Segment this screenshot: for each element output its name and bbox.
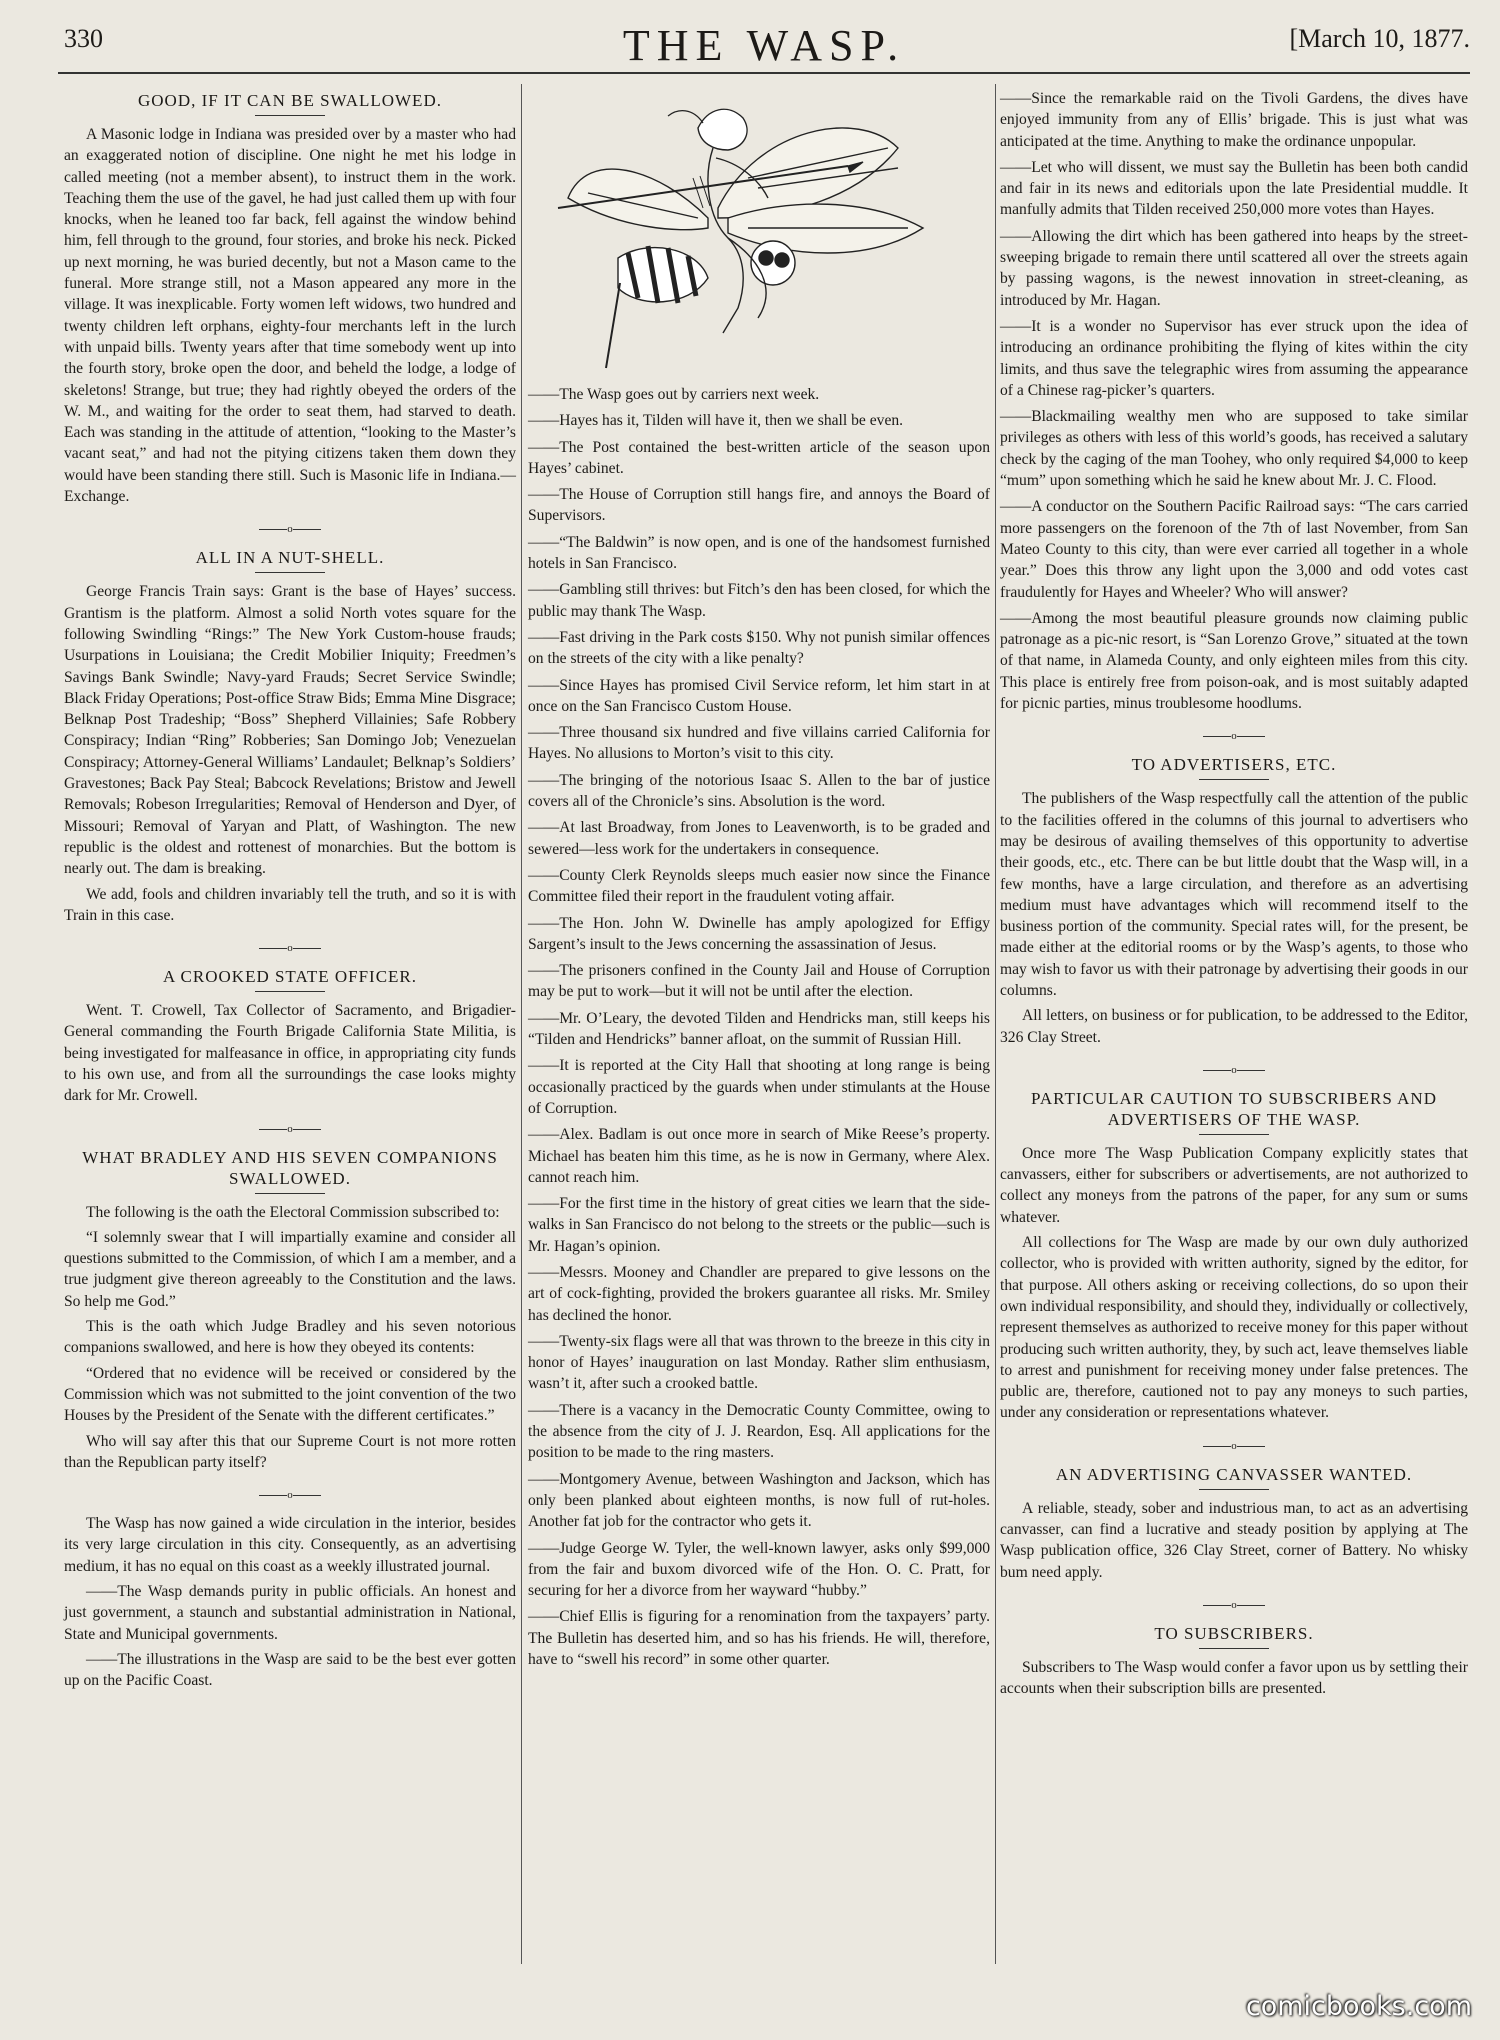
news-item: ——Mr. O’Leary, the devoted Tilden and Hendricks man, still keeps his “Tilden and Hendricks” banner afloat, on the summit of Russian Hill. — [528, 1009, 990, 1049]
news-item: ——Chief Ellis is figuring for a renomination from the taxpayers’ party. The Bulletin has deserted him, and so has his friends. He will, therefore, have to “swell his record” in some other quarter. — [528, 1608, 990, 1669]
section-ornament: o — [1000, 1064, 1468, 1076]
column-rule-1 — [521, 84, 522, 1964]
section-ornament: o — [1000, 1599, 1468, 1611]
article-heading-bradley: WHAT BRADLEY AND HIS SEVEN COMPANIONS SWALLOWED. — [82, 1147, 498, 1188]
section-ornament: o — [64, 523, 516, 535]
heading-rule — [1199, 1648, 1269, 1649]
article-body-train: George Francis Train says: Grant is the base of Hayes’ success. Grantism is the platform. Almost a solid North votes square for the following Swindling “Rings:” The New York Custom-house frauds; Usurpations in Louisiana; the Credit Mobilier Iniquity; Freedmen’s Savings Bank Swindle; Navy-yard Frauds; Secret Service Swindle; Black Friday Operations; Post-office Straw Bids; Emma Mine Disgrace; Belknap Post Tradeship; “Boss” Shepherd Villainies; Safe Robbery Conspiracy; Indian “Ring” Robberies; San Domingo Job; Venezuelan Conspiracy; Attorney-General Williams’ Landaulet; Belknap’s Soldiers’ Gravestones; Back Pay Steal; Babcock Revelations; Bristow and Jewell Removals; Robeson Irregularities; Removal of Henderson and Dyer, of Missouri; Removal of Yaryan and Platt, of Washington. The new republic is the oldest and rottenest of monarchies. But the bottom is nearly out. The dam is breaking. — [64, 583, 516, 878]
section-ornament: o — [1000, 730, 1468, 742]
news-item: ——Alex. Badlam is out once more in search of Mike Reese’s property. Michael has beaten him this time, as he is now in Germany, where Alex. cannot reach him. — [528, 1126, 990, 1186]
section-ornament: o — [64, 1123, 516, 1135]
column-2 — [528, 88, 990, 1675]
heading-canvasser-wanted: AN ADVERTISING CANVASSER WANTED. — [1055, 1464, 1413, 1484]
news-item: ——Since Hayes has promised Civil Service reform, let him start in at once on the San Francisco Custom House. — [528, 676, 990, 715]
column-3 — [1000, 88, 1468, 1704]
article-body-oath-intro: The following is the oath the Electoral Commission subscribed to: — [86, 1203, 500, 1221]
section-ornament: o — [64, 942, 516, 954]
caution-body-1: Once more The Wasp Publication Company explicitly states that canvassers, either for subscribers or advertisements, are not authorized to collect any moneys from the patrons of the paper, for any sum or sums whatever. — [1000, 1144, 1468, 1226]
news-item: ——Hayes has it, Tilden will have it, then we shall be even. — [528, 412, 904, 430]
masthead — [58, 20, 1470, 70]
heading-rule — [1199, 1489, 1269, 1490]
heading-rule — [255, 572, 325, 573]
news-item: ——It is a wonder no Supervisor has ever struck upon the idea of introducing an ordinance prohibiting the flying of kites within the city limits, and thus save the telegraphic wires from assuming the appearance of a Chinese rag-picker’s quarters. — [1000, 317, 1468, 399]
news-item: ——There is a vacancy in the Democratic County Committee, owing to the absence from the city of J. J. Reardon, Esq. All applications for the position to be made to the ring masters. — [528, 1401, 990, 1462]
advertisers-address: All letters, on business or for publication, to be addressed to the Editor, 326 Clay Street. — [1000, 1007, 1468, 1046]
news-item: ——It is reported at the City Hall that shooting at long range is being occasionally practiced by the guards when under stimulants at the House of Corruption. — [528, 1057, 990, 1117]
heading-rule — [255, 991, 325, 992]
news-item: ——For the first time in the history of great cities we learn that the side-walks in San Francisco do not belong to the streets or the public—such is Mr. Hagan’s opinion. — [528, 1195, 990, 1255]
article-heading-nutshell: ALL IN A NUT-SHELL. — [195, 548, 385, 568]
news-item: ——Montgomery Avenue, between Washington and Jackson, which has only been planked about eighteen months, is now full of rut-holes. Another fat job for the contractor who gets it. — [528, 1470, 990, 1531]
page-number: 330 — [64, 24, 103, 53]
news-item: ——The prisoners confined in the County Jail and House of Corruption may be put to work—but it will not be until after the election. — [528, 962, 990, 1001]
news-item: ——“The Baldwin” is now open, and is one of the handsomest furnished hotels in San Francisco. — [528, 533, 990, 573]
notice-circulation: The Wasp has now gained a wide circulation in the interior, besides its very large circulation in this city. Consequently, as an advertising medium, it has no equal on this coast as a weekly illustrated journal. — [64, 1515, 516, 1575]
canvasser-body: A reliable, steady, sober and industrious man, to act as an advertising canvasser, can find a lucrative and steady position by applying at The Wasp publication office, 326 Clay Street, corner of Battery. No whisky bum need apply. — [1000, 1499, 1468, 1581]
heading-to-advertisers: TO ADVERTISERS, ETC. — [1131, 755, 1337, 775]
article-body-crowell: Went. T. Crowell, Tax Collector of Sacramento, and Brigadier-General commanding the Fourth Brigade California State Militia, is being investigated for malfeasance in office, in appropriating city funds to his own use, and from all the surroundings the case looks mighty dark for Mr. Crowell. — [64, 1002, 516, 1105]
caution-body-2: All collections for The Wasp are made by our own duly authorized collector, who is provided with written authority, signed by the editor, for that purpose. All others asking or receiving collections, do so upon their own individual responsibility, and should they, individually or collectively, represent themselves as authorized to receive money for this paper without producing such written authority, they, by such act, leave themselves liable to arrest and punishment for receiving money under false pretences. The public are, therefore, cautioned not to pay any moneys to such parties, under any consideration or representations whatever. — [1000, 1234, 1468, 1422]
news-item: ——Three thousand six hundred and five villains carried California for Hayes. No allusions to Morton’s visit to this city. — [528, 724, 990, 763]
news-item: ——Messrs. Mooney and Chandler are prepared to give lessons on the art of cock-fighting, provided the brokers guarantee all risks. Mr. Smiley has declined the honor. — [528, 1263, 990, 1324]
publication-title: THE WASP. — [622, 21, 906, 70]
article-heading-swallowed: GOOD, IF IT CAN BE SWALLOWED. — [138, 91, 442, 110]
news-item: ——Among the most beautiful pleasure grounds now claiming public patronage as a pic-nic resort, is “San Lorenzo Grove,” situated at the town of that name, in Alameda County, and only eighteen miles from this city. This place is entirely free from poison-oak, and is most suitably adapted for picnic parties, minus troublesome hoodlums. — [1000, 609, 1468, 713]
site-watermark: comicbooks.com — [1245, 1991, 1472, 2022]
article-body-train-note: We add, fools and children invariably tell the truth, and so it is with Train in this case. — [64, 885, 516, 924]
article-body-supreme-court: Who will say after this that our Supreme Court is not more rotten than the Republican party itself? — [64, 1432, 516, 1471]
news-item: ——County Clerk Reynolds sleeps much easier now since the Finance Committee filed their report in the fraudulent voting affair. — [528, 866, 990, 906]
news-item: ——The House of Corruption still hangs fire, and annoys the Board of Supervisors. — [528, 486, 990, 525]
article-body-order-quote: “Ordered that no evidence will be received or considered by the Commission which was not submitted to the joint convention of the two Houses by the President of the Senate with the different certificates.” — [64, 1364, 516, 1425]
news-item: ——The Wasp goes out by carriers next week. — [528, 386, 820, 403]
column-1 — [64, 88, 516, 1696]
heading-particular-caution: PARTICULAR CAUTION TO SUBSCRIBERS AND ADVERTISERS OF THE WASP. — [1031, 1088, 1437, 1129]
news-item: ——Twenty-six flags were all that was thrown to the breeze in this city in honor of Hayes’ inauguration on last Monday. Rather slim enthusiasm, wasn’t it, after such a crooked battle. — [528, 1332, 990, 1393]
wasp-rider-illustration — [528, 88, 990, 378]
news-item: ——The Post contained the best-written article of the season upon Hayes’ cabinet. — [528, 438, 990, 477]
subscribers-body: Subscribers to The Wasp would confer a favor upon us by settling their accounts when their subscription bills are presented. — [1000, 1658, 1468, 1698]
news-items-column-2 — [528, 384, 990, 1670]
news-item: ——Blackmailing wealthy men who are supposed to take similar privileges as others with less of this world’s goods, has received a salutary check by the caging of the man Toohey, who only required $4,000 to keep “mum” upon something which he said he knew about Mr. J. C. Flood. — [1000, 408, 1468, 490]
heading-rule — [1199, 1134, 1269, 1135]
news-item: ——Let who will dissent, we must say the Bulletin has been both candid and fair in its news and editorials upon the late Presidential muddle. It manfully admits that Tilden received 250,000 more votes than Hayes. — [1000, 158, 1468, 219]
heading-rule — [1199, 779, 1269, 780]
news-items-column-3 — [1000, 88, 1468, 714]
article-body-oath-quote: “I solemnly swear that I will impartially examine and consider all questions submitted to the Commission, of which I am a member, and a true judgment give thereon agreeably to the Constitution and the laws. So help me God.” — [64, 1228, 516, 1310]
news-item: ——Allowing the dirt which has been gathered into heaps by the street-sweeping brigade to remain there until scattered all over the streets again by passing wagons, is the newest innovation in street-cleaning, as introduced by Mr. Hagan. — [1000, 227, 1468, 309]
masthead-rule — [58, 72, 1470, 74]
news-item: ——Since the remarkable raid on the Tivoli Gardens, the dives have enjoyed immunity from any of Ellis’ brigade. This is just what was anticipated at the time. Anything to make the ordinance unpopular. — [1000, 90, 1468, 150]
news-item: ——Judge George W. Tyler, the well-known lawyer, asks only $99,000 from the fair and buxom divorced wife of the Hon. O. C. Pratt, for securing for her a divorce from her wayward “hubby.” — [528, 1539, 990, 1600]
news-item: ——The Hon. John W. Dwinelle has amply apologized for Effigy Sargent’s insult to the Jews concerning the assassination of Jesus. — [528, 914, 990, 953]
article-body-masonic: A Masonic lodge in Indiana was presided over by a master who had an exaggerated notion of discipline. One night he met his lodge in called meeting (not a member absent), to instruct them in the work. Teaching them the use of the gavel, he had just called them up with four knocks, when he leaned too far back, fell against the window behind him, fell through to the ground, four stories, and broke his neck. Picked up next morning, he was buried decently, but not a Mason came to the funeral. More strange still, not a Mason appeared any more in the village. It was inexplicable. Forty women left widows, two hundred and twenty children left orphans, eighty-four merchants left in the lurch with unpaid bills. Twenty years after that time somebody went up into the fourth story, broke open the door, and beheld the lodge, a lodge of skeletons! Strange, but true; they had rightly obeyed the orders of the W. M., and waiting for the order to seat them, had starved to death. Each was standing in the attitude of attention, “looking to the Master’s vacant seat,” and had not the pitying citizens taken them down they would have been standing there still. Such is Masonic life in Indiana.—Exchange. — [64, 126, 516, 506]
heading-rule — [255, 1193, 325, 1194]
article-heading-crooked-officer: A CROOKED STATE OFFICER. — [162, 967, 418, 987]
section-ornament: o — [1000, 1440, 1468, 1452]
advertisers-body: The publishers of the Wasp respectfully call the attention of the public to the facilities offered in the columns of this journal to advertisers who may be desirous of availing themselves of this opportunity to advertise their goods, etc., etc. There can be but little doubt that the Wasp will, in a few months, have a large circulation, and therefore as an advertising medium must have advantages which will recommend itself to the business portion of the community. Special rates will, for the present, be made either at the editorial rooms or by the Wasp’s agents, to those who may wish to favor us with their patronage by advertising their goods in our columns. — [1000, 790, 1468, 999]
news-item: ——At last Broadway, from Jones to Leavenworth, is to be graded and sewered—less work for the undertakers in consequence. — [528, 819, 990, 858]
news-item: ——The bringing of the notorious Isaac S. Allen to the bar of justice covers all of the Chronicle’s sins. Absolution is the word. — [528, 771, 990, 811]
notice-illustrations: ——The illustrations in the Wasp are said to be the best ever gotten up on the Pacific Coast. — [64, 1650, 516, 1690]
heading-rule — [255, 115, 325, 116]
heading-to-subscribers: TO SUBSCRIBERS. — [1154, 1623, 1314, 1643]
news-item: ——Gambling still thrives: but Fitch’s den has been closed, for which the public may thank The Wasp. — [528, 581, 990, 620]
news-item: ——Fast driving in the Park costs $150. Why not punish similar offences on the streets of the city with a like penalty? — [528, 628, 990, 668]
news-item: ——A conductor on the Southern Pacific Railroad says: “The cars carried more passengers on the forenoon of the 7th of last November, from San Mateo County to this city, than were ever carried all together in a whole year.” Does this throw any light upon the 3,000 and odd votes cast fraudulently for Hayes and Wheeler? Who will answer? — [1000, 498, 1468, 601]
article-body-oath-comment: This is the oath which Judge Bradley and his seven notorious companions swallowed, and here is how they obeyed its contents: — [64, 1318, 516, 1357]
issue-date: [March 10, 1877. — [1289, 24, 1470, 53]
notice-purity: ——The Wasp demands purity in public officials. An honest and just government, a staunch and substantial administration in National, State and Municipal governments. — [64, 1583, 516, 1643]
section-ornament: o — [64, 1489, 516, 1501]
column-rule-2 — [995, 84, 996, 1964]
